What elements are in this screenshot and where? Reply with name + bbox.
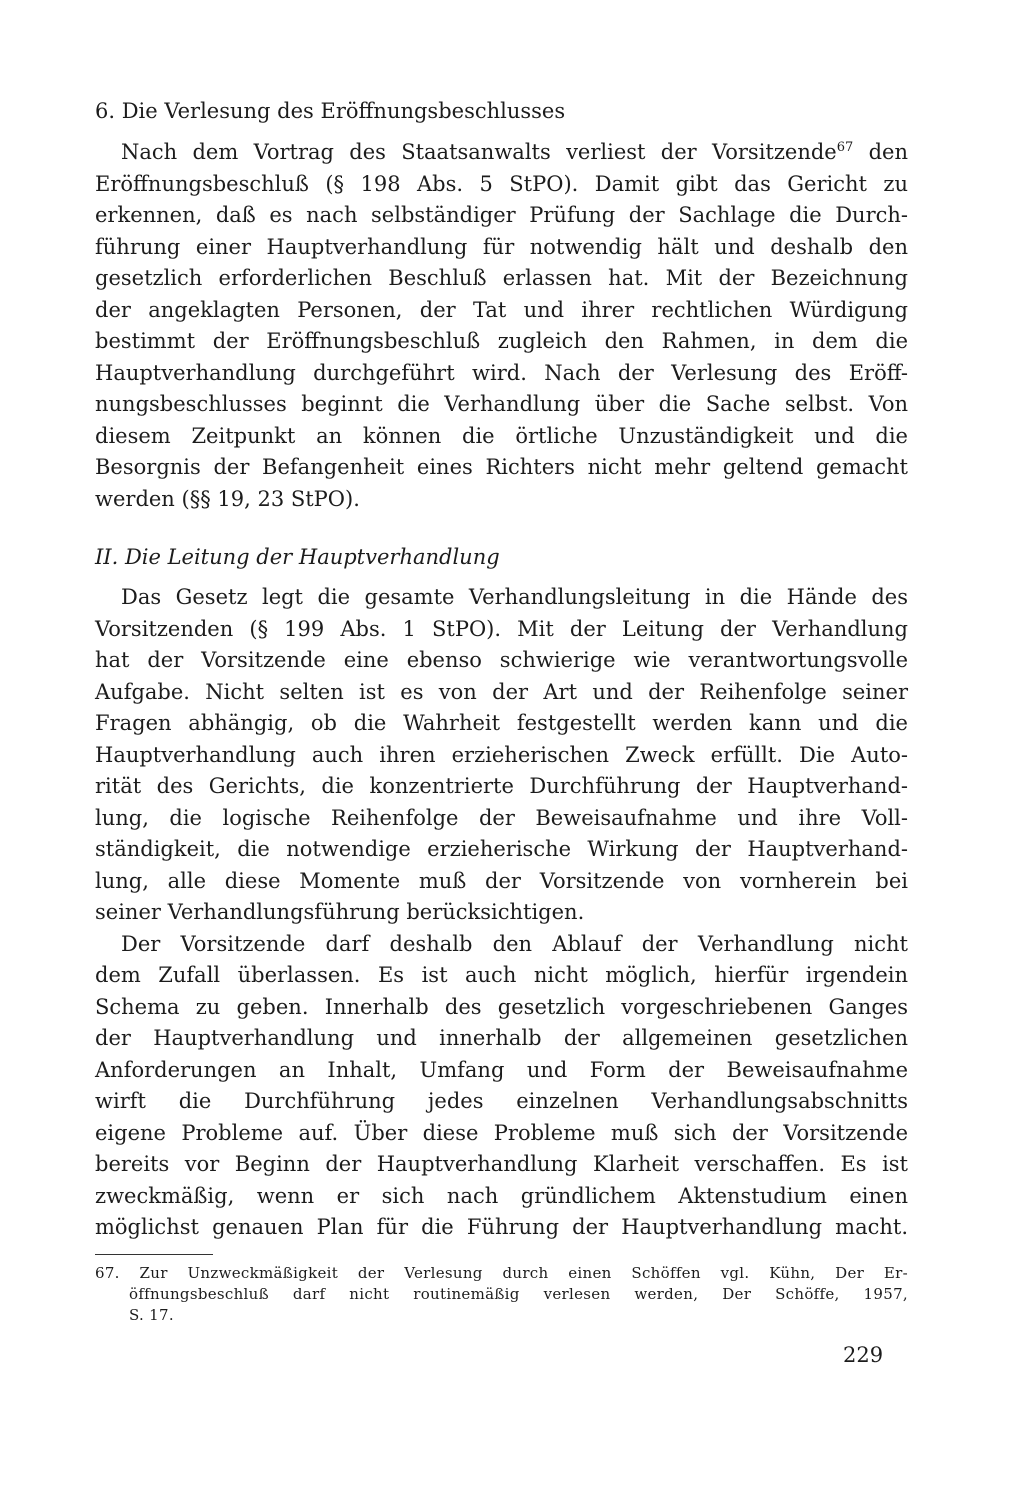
paragraph-line: zweckmäßig, wenn er sich nach gründlichem Aktenstudium einen: [95, 1183, 908, 1208]
paragraph-line: Fragen abhängig, ob die Wahrheit festgestellt werden kann und die: [95, 711, 908, 735]
section-heading-6: 6. Die Verlesung des Eröffnungsbeschlusses: [95, 99, 566, 123]
paragraph-line: lung, alle diese Momente muß der Vorsitzende von vornherein bei: [95, 868, 908, 893]
page-number: 229: [843, 1343, 884, 1367]
footnote-line: öffnungsbeschluß darf nicht routinemäßig verlesen werden, Der Schöffe, 1957,: [129, 1284, 908, 1303]
paragraph-line: werden (§§ 19, 23 StPO).: [95, 486, 360, 511]
paragraph-line: Das Gesetz legt die gesamte Verhandlungsleitung in die Hände des: [121, 585, 908, 609]
text-run: Nach dem Vortrag des Staatsanwalts verliest der Vorsitzende: [121, 140, 837, 164]
paragraph-eroeffnungsbeschluss: [95, 137, 908, 515]
paragraph-line: bestimmt der Eröffnungsbeschluß zugleich den Rahmen, in dem die: [95, 329, 908, 353]
paragraph-line: [95, 137, 908, 169]
paragraph-line: bereits vor Beginn der Hauptverhandlung Klarheit verschaffen. Es ist: [95, 1152, 908, 1176]
paragraph-line: eigene Probleme auf. Über diese Probleme muß sich der Vorsitzende: [95, 1120, 908, 1145]
paragraph-line: Der Vorsitzende darf deshalb den Ablauf der Verhandlung nicht: [121, 931, 908, 956]
paragraph-line: erkennen, daß es nach selbständiger Prüfung der Sachlage die Durch-: [95, 203, 908, 227]
book-page: [95, 96, 908, 1326]
paragraph-line: diesem Zeitpunkt an können die örtliche Unzuständigkeit und die: [95, 423, 908, 448]
text-run: den: [853, 140, 909, 164]
footnote-reference: 67: [836, 140, 854, 155]
paragraph-verhandlungsleitung: [95, 582, 908, 929]
footnote-separator: [95, 1254, 213, 1255]
paragraph-line: Anforderungen an Inhalt, Umfang und Form der Beweisaufnahme: [95, 1057, 908, 1082]
paragraph-line: ständigkeit, die notwendige erzieherische Wirkung der Hauptverhand-: [95, 837, 908, 861]
paragraph-line: Hauptverhandlung auch ihren erzieherischen Zweck erfüllt. Die Auto-: [95, 742, 908, 767]
paragraph-line: wirft die Durchführung jedes einzelnen Verhandlungsabschnitts: [95, 1089, 908, 1113]
paragraph-line: möglichst genauen Plan für die Führung der Hauptverhandlung macht.: [95, 1215, 908, 1239]
footnote-67: [95, 1263, 908, 1326]
paragraph-line: Vorsitzenden (§ 199 Abs. 1 StPO). Mit der Leitung der Verhandlung: [95, 616, 908, 641]
footnote-line: S. 17.: [129, 1305, 174, 1324]
paragraph-ablauf: [95, 929, 908, 1244]
paragraph-line: der Hauptverhandlung und innerhalb der allgemeinen gesetzlichen: [95, 1026, 908, 1050]
paragraph-line: hat der Vorsitzende eine ebenso schwierige wie verantwortungsvolle: [95, 648, 908, 672]
paragraph-line: Eröffnungsbeschluß (§ 198 Abs. 5 StPO). Damit gibt das Gericht zu: [95, 171, 908, 196]
paragraph-line: Besorgnis der Befangenheit eines Richters nicht mehr geltend gemacht: [95, 455, 908, 479]
paragraph-line: rität des Gerichts, die konzentrierte Durchführung der Hauptverhand-: [95, 774, 908, 798]
paragraph-line: nungsbeschlusses beginnt die Verhandlung über die Sache selbst. Von: [95, 392, 908, 416]
paragraph-line: Schema zu geben. Innerhalb des gesetzlich vorgeschriebenen Ganges: [95, 994, 908, 1019]
paragraph-line: Hauptverhandlung durchgeführt wird. Nach der Verlesung des Eröff-: [95, 360, 908, 385]
paragraph-line: gesetzlich erforderlichen Beschluß erlassen hat. Mit der Bezeichnung: [95, 266, 908, 290]
paragraph-line: führung einer Hauptverhandlung für notwendig hält und deshalb den: [95, 234, 908, 259]
paragraph-line: der angeklagten Personen, der Tat und ihrer rechtlichen Würdigung: [95, 297, 908, 322]
paragraph-line: Aufgabe. Nicht selten ist es von der Art und der Reihenfolge seiner: [95, 679, 908, 704]
paragraph-line: lung, die logische Reihenfolge der Beweisaufnahme und ihre Voll-: [95, 805, 908, 830]
paragraph-line: seiner Verhandlungsführung berücksichtigen.: [95, 900, 585, 924]
paragraph-line: dem Zufall überlassen. Es ist auch nicht möglich, hierfür irgendein: [95, 963, 908, 987]
footnote-line: 67. Zur Unzweckmäßigkeit der Verlesung durch einen Schöffen vgl. Kühn, Der Er-: [95, 1263, 908, 1282]
section-heading-ii: II. Die Leitung der Hauptverhandlung: [95, 545, 500, 569]
